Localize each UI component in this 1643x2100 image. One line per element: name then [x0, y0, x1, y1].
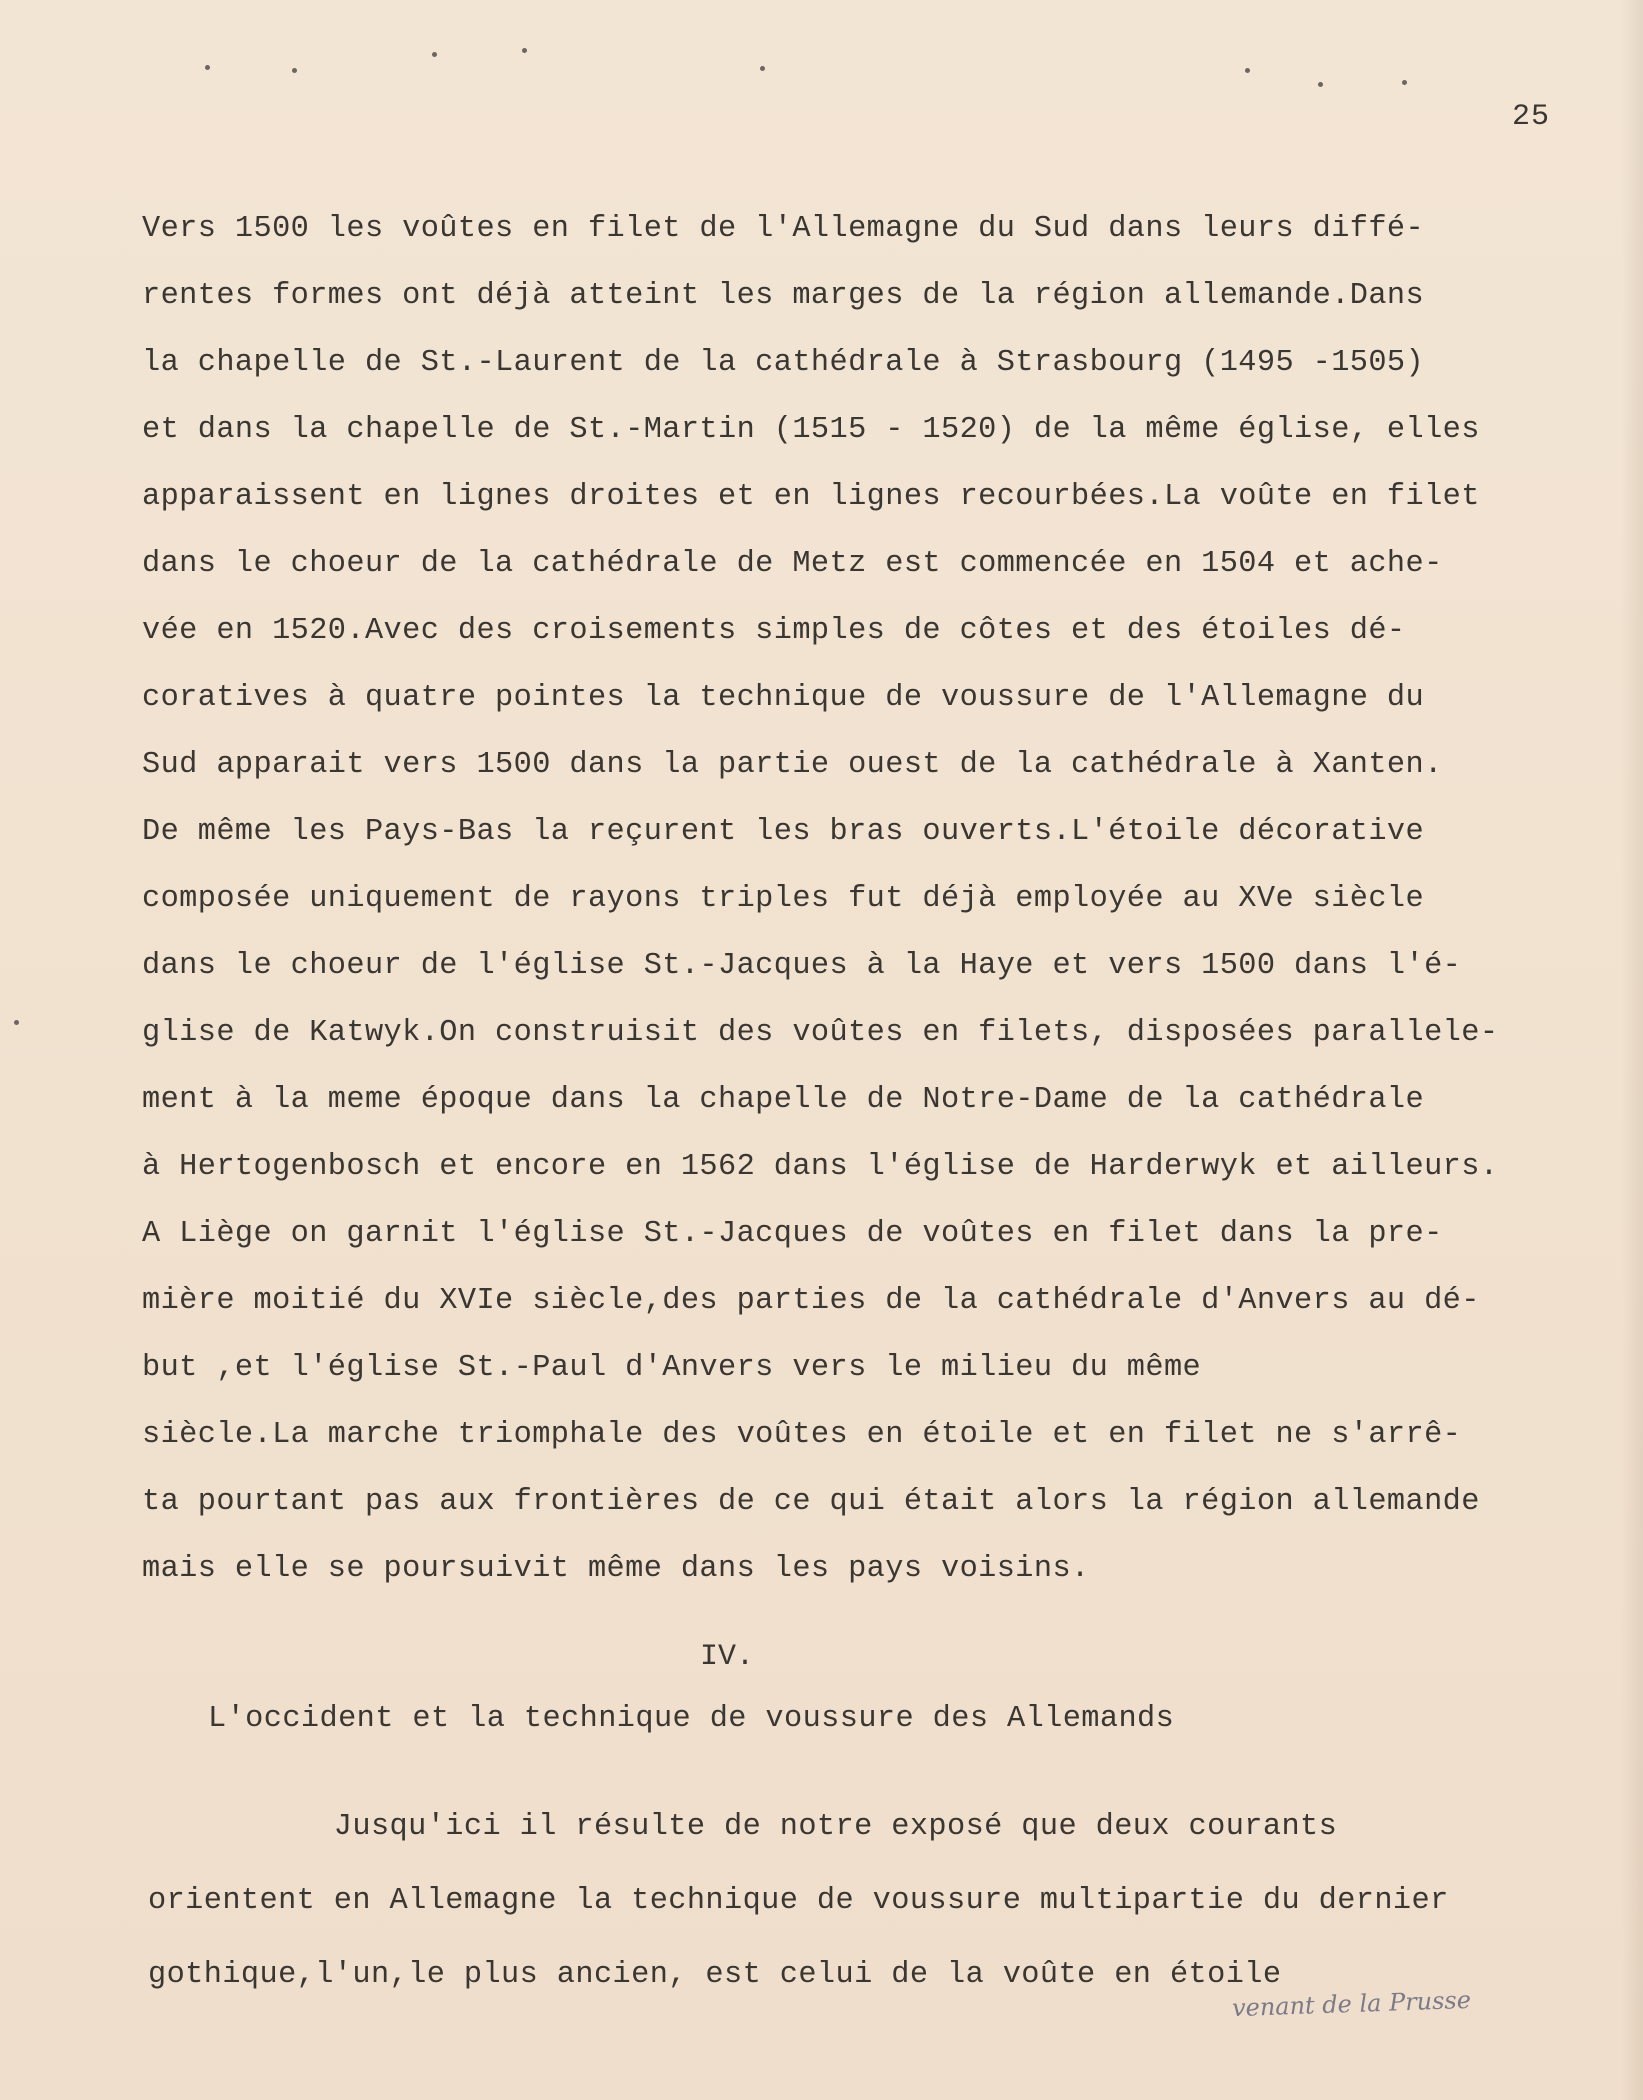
section-number: IV.: [700, 1640, 755, 1674]
text-line: Jusqu'ici il résulte de notre exposé que deux courants: [148, 1810, 1338, 1844]
text-line: ment à la meme époque dans la chapelle de Notre-Dame de la cathédrale: [142, 1083, 1425, 1117]
text-line: et dans la chapelle de St.-Martin (1515 - 1520) de la même église, elles: [142, 413, 1480, 447]
text-line: apparaissent en lignes droites et en lignes recourbées.La voûte en filet: [142, 480, 1480, 514]
text-line: Vers 1500 les voûtes en filet de l'Allemagne du Sud dans leurs diffé-: [142, 212, 1425, 246]
text-line: coratives à quatre pointes la technique de voussure de l'Allemagne du: [142, 681, 1425, 715]
text-line: dans le choeur de l'église St.-Jacques à la Haye et vers 1500 dans l'é-: [142, 949, 1462, 983]
text-line: mais elle se poursuivit même dans les pays voisins.: [142, 1552, 1090, 1586]
text-line: mière moitié du XVIe siècle,des parties de la cathédrale d'Anvers au dé-: [142, 1284, 1480, 1318]
handwritten-margin-note: venant de la Prusse: [1231, 1985, 1472, 2023]
text-line: gothique,l'un,le plus ancien, est celui de la voûte en étoile: [148, 1958, 1282, 1992]
text-line: Sud apparait vers 1500 dans la partie ouest de la cathédrale à Xanten.: [142, 748, 1443, 782]
text-line: dans le choeur de la cathédrale de Metz est commencée en 1504 et ache-: [142, 547, 1443, 581]
text-line: glise de Katwyk.On construisit des voûtes en filets, disposées parallele-: [142, 1016, 1499, 1050]
paragraph-1: [142, 196, 1622, 1603]
text-line: la chapelle de St.-Laurent de la cathédrale à Strasbourg (1495 -1505): [142, 346, 1425, 380]
page-edge-shadow: [1621, 0, 1643, 2100]
text-line: rentes formes ont déjà atteint les marges de la région allemande.Dans: [142, 279, 1425, 313]
text-line: composée uniquement de rayons triples fut déjà employée au XVe siècle: [142, 882, 1425, 916]
text-line: siècle.La marche triomphale des voûtes en étoile et en filet ne s'arrê-: [142, 1418, 1462, 1452]
text-line: De même les Pays-Bas la reçurent les bras ouverts.L'étoile décorative: [142, 815, 1425, 849]
text-line: but ,et l'église St.-Paul d'Anvers vers le milieu du même: [142, 1351, 1202, 1385]
text-line: A Liège on garnit l'église St.-Jacques de voûtes en filet dans la pre-: [142, 1217, 1443, 1251]
text-line: ta pourtant pas aux frontières de ce qui était alors la région allemande: [142, 1485, 1480, 1519]
text-line: orientent en Allemagne la technique de voussure multipartie du dernier: [148, 1884, 1449, 1918]
paragraph-2: [148, 1790, 1628, 2012]
text-line: à Hertogenbosch et encore en 1562 dans l'église de Harderwyk et ailleurs.: [142, 1150, 1499, 1184]
text-line: vée en 1520.Avec des croisements simples de côtes et des étoiles dé-: [142, 614, 1406, 648]
page-number: 25: [1512, 100, 1551, 134]
section-title: L'occident et la technique de voussure des Allemands: [208, 1702, 1175, 1736]
